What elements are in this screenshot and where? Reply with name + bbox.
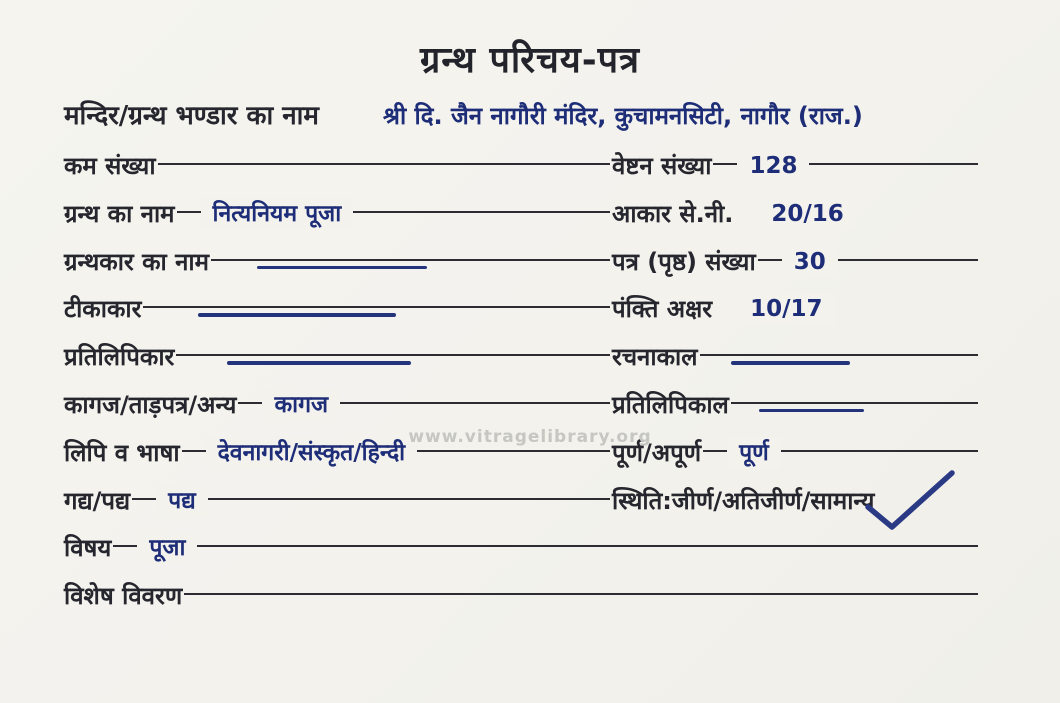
field-condition bbox=[612, 485, 980, 533]
field-label: लिपि व भाषा bbox=[64, 438, 180, 467]
field-value: पूजा bbox=[137, 532, 197, 564]
form-row bbox=[64, 580, 980, 628]
field-line bbox=[175, 198, 612, 230]
field-label: टीकाकार bbox=[64, 295, 142, 324]
field-label: कागज/ताड़पत्र/अन्य bbox=[64, 390, 237, 419]
form-row bbox=[64, 341, 980, 389]
field-line bbox=[712, 293, 980, 325]
field-value: कागज bbox=[262, 389, 340, 421]
field-value: पूर्ण bbox=[727, 437, 781, 469]
form-row bbox=[64, 150, 980, 198]
form-row bbox=[64, 485, 980, 533]
field-page-count bbox=[612, 246, 980, 294]
form-grid bbox=[64, 150, 980, 628]
field-lines-letters bbox=[612, 293, 980, 341]
watermark: www.vitragelibrary.org bbox=[408, 427, 652, 447]
temple-name-field bbox=[64, 100, 1044, 132]
field-line bbox=[756, 246, 980, 278]
field-value: 128 bbox=[737, 150, 809, 182]
field-label: विशेष विवरण bbox=[64, 582, 183, 611]
field-value: नित्यनियम पूजा bbox=[201, 198, 354, 230]
field-label: पंक्ति अक्षर bbox=[612, 295, 713, 324]
field-bundle-number bbox=[612, 150, 980, 198]
field-line bbox=[711, 150, 980, 182]
field-special-details bbox=[64, 580, 980, 628]
field-label: पूर्ण/अपूर्ण bbox=[612, 438, 702, 467]
field-copyist bbox=[64, 341, 612, 389]
field-line bbox=[111, 532, 980, 564]
field-prose-verse bbox=[64, 485, 612, 533]
field-label: ग्रन्थ का नाम bbox=[64, 199, 175, 228]
field-serial-number bbox=[64, 150, 612, 198]
field-label: पत्र (पृष्ठ) संख्या bbox=[612, 247, 756, 276]
field-author-name bbox=[64, 246, 612, 294]
field-value: 10/17 bbox=[738, 293, 834, 325]
field-subject bbox=[64, 532, 980, 580]
field-commentator bbox=[64, 293, 612, 341]
field-value: 20/16 bbox=[759, 198, 855, 230]
field-value: पद्य bbox=[156, 485, 208, 517]
field-label: प्रतिलिपिकाल bbox=[612, 390, 729, 419]
form-row bbox=[64, 198, 980, 246]
form-row bbox=[64, 293, 980, 341]
field-label: गद्य/पद्य bbox=[64, 486, 131, 515]
form-row bbox=[64, 532, 980, 580]
form-row bbox=[64, 246, 980, 294]
field-size-cm bbox=[612, 198, 980, 246]
field-label: वेष्टन संख्या bbox=[612, 152, 712, 180]
field-value: श्री दि. जैन नागौरी मंदिर, कुचामनसिटी, नागौर (राज.) bbox=[382, 102, 863, 130]
field-line bbox=[236, 389, 612, 421]
field-label: ग्रन्थकार का नाम bbox=[64, 247, 209, 276]
field-label: मन्दिर/ग्रन्थ भण्डार का नाम bbox=[64, 101, 319, 131]
field-granth-name bbox=[64, 198, 612, 246]
field-label: कम संख्या bbox=[64, 152, 156, 180]
field-composition-period bbox=[612, 341, 980, 389]
form-title: ग्रन्थ परिचय-पत्र bbox=[420, 40, 640, 81]
field-line bbox=[733, 198, 980, 230]
field-label: प्रतिलिपिकार bbox=[64, 343, 175, 372]
field-label: रचनाकाल bbox=[612, 343, 698, 372]
field-value: देवनागरी/संस्कृत/हिन्दी bbox=[206, 437, 418, 469]
field-line bbox=[130, 485, 612, 517]
field-label: आकार से.नी. bbox=[612, 199, 734, 228]
field-label: विषय bbox=[64, 534, 112, 563]
field-value: 30 bbox=[782, 246, 838, 278]
field-label: स्थिति:जीर्ण/अतिजीर्ण/सामान्य bbox=[612, 486, 875, 515]
